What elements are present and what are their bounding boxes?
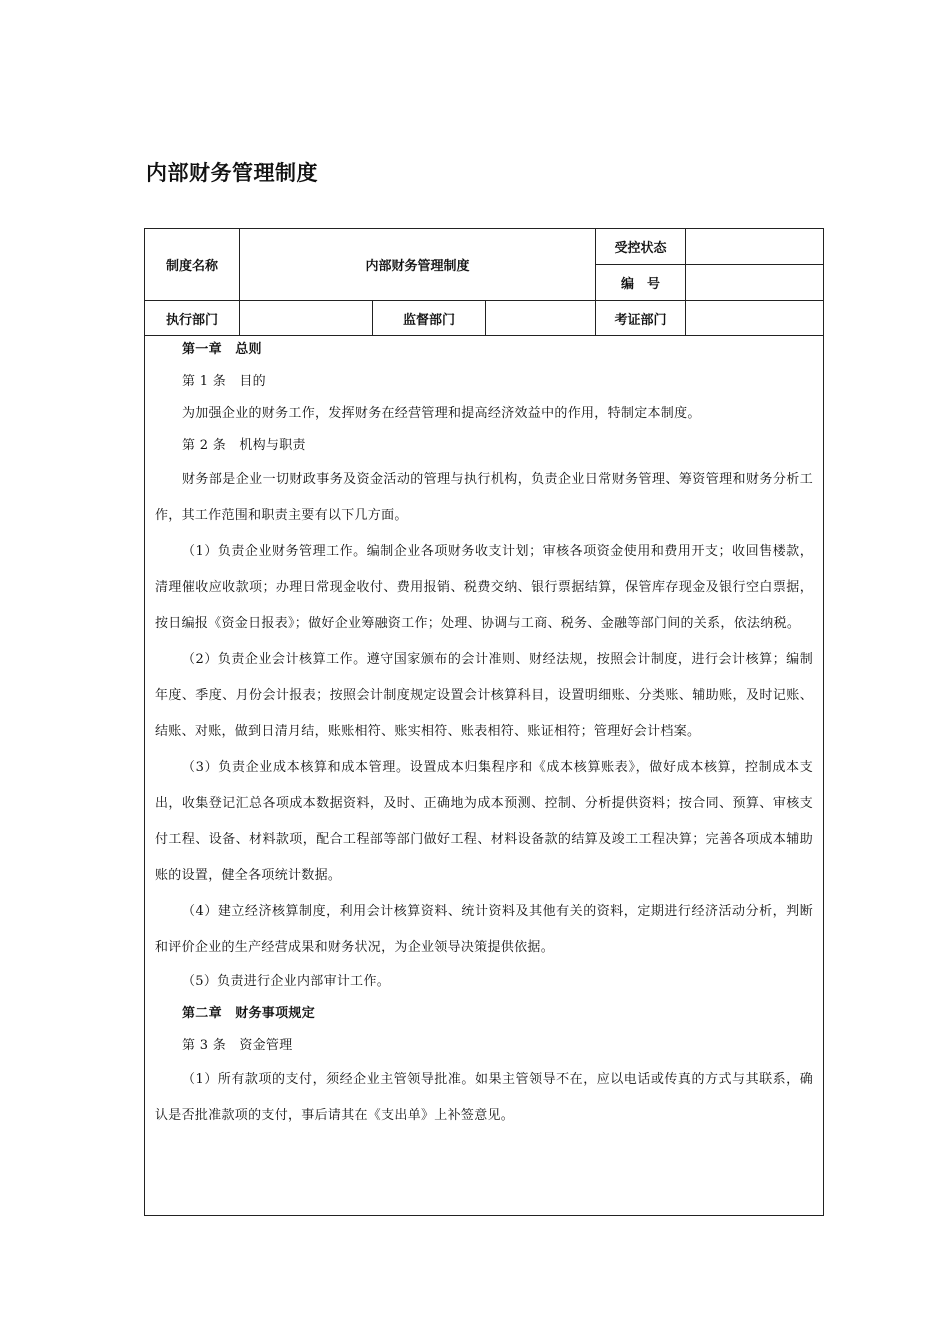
policy-name-value: 内部财务管理制度 [365,259,470,274]
policy-table [144,228,824,1216]
chapter-2-heading: 第二章 财务事项规定 [182,1006,316,1021]
exec-dept-label: 执行部门 [165,312,218,328]
article-3-heading: 第 3 条 资金管理 [182,1038,293,1053]
verify-dept-value [686,301,823,335]
chapter-1-heading: 第一章 总则 [182,342,262,357]
number-label: 编 号 [620,277,660,292]
number-value [686,265,823,300]
duty-item-5: （5）负责进行企业内部审计工作。 [182,974,391,989]
duty-item-2: （2）负责企业会计核算工作。遵守国家颁布的会计准则、财经法规，按照会计制度，进行会计核算；编制年度、季度、月份会计报表；按照会计制度规定设置会计核算科目，设置明细账、分类账、辅助账，及时记账、结账、对账，做到日清月结，账账相符、账实相符、账表相符、账证相符；管理好会计档案。 [155,652,813,739]
control-status-label: 受控状态 [614,241,667,256]
article-1-text: 为加强企业的财务工作，发挥财务在经营管理和提高经济效益中的作用，特制定本制度。 [182,406,701,421]
verify-dept-label: 考证部门 [614,312,667,328]
duty-item-4: （4）建立经济核算制度，利用会计核算资料、统计资料及其他有关的资料，定期进行经济活动分析，判断和评价企业的生产经营成果和财务状况，为企业领导决策提供依据。 [155,904,813,955]
duty-item-1: （1）负责企业财务管理工作。编制企业各项财务收支计划；审核各项资金使用和费用开支；收回售楼款，清理催收应收款项；办理日常现金收付、费用报销、税费交纳、银行票据结算，保管库存现金及银行空白票据，按日编报《资金日报表》；做好企业筹融资工作；处理、协调与工商、税务、金融等部门间的关系，依法纳税。 [155,544,813,631]
policy-body [145,335,823,1134]
article-3-item-1: （1）所有款项的支付，须经企业主管领导批准。如果主管领导不在，应以电话或传真的方式与其联系，确认是否批准款项的支付，事后请其在《支出单》上补签意见。 [155,1072,813,1123]
article-1-heading: 第 1 条 目的 [182,374,266,389]
article-2-text: 财务部是企业一切财政事务及资金活动的管理与执行机构，负责企业日常财务管理、筹资管理和财务分析工作，其工作范围和职责主要有以下几方面。 [155,472,813,523]
document-title: 内部财务管理制度 [146,161,318,185]
exec-dept-value [240,301,372,335]
supervise-dept-value [486,301,595,335]
duty-item-3: （3）负责企业成本核算和成本管理。设置成本归集程序和《成本核算账表》，做好成本核算，控制成本支出，收集登记汇总各项成本数据资料，及时、正确地为成本预测、控制、分析提供资料；按合同、预算、审核支付工程、设备、材料款项，配合工程部等部门做好工程、材料设备款的结算及竣工工程决算；完善各项成本辅助账的设置，健全各项统计数据。 [155,760,813,883]
supervise-dept-label: 监督部门 [402,312,455,328]
article-2-heading: 第 2 条 机构与职责 [182,438,306,453]
control-status-value [686,229,823,264]
policy-name-label: 制度名称 [165,259,218,274]
